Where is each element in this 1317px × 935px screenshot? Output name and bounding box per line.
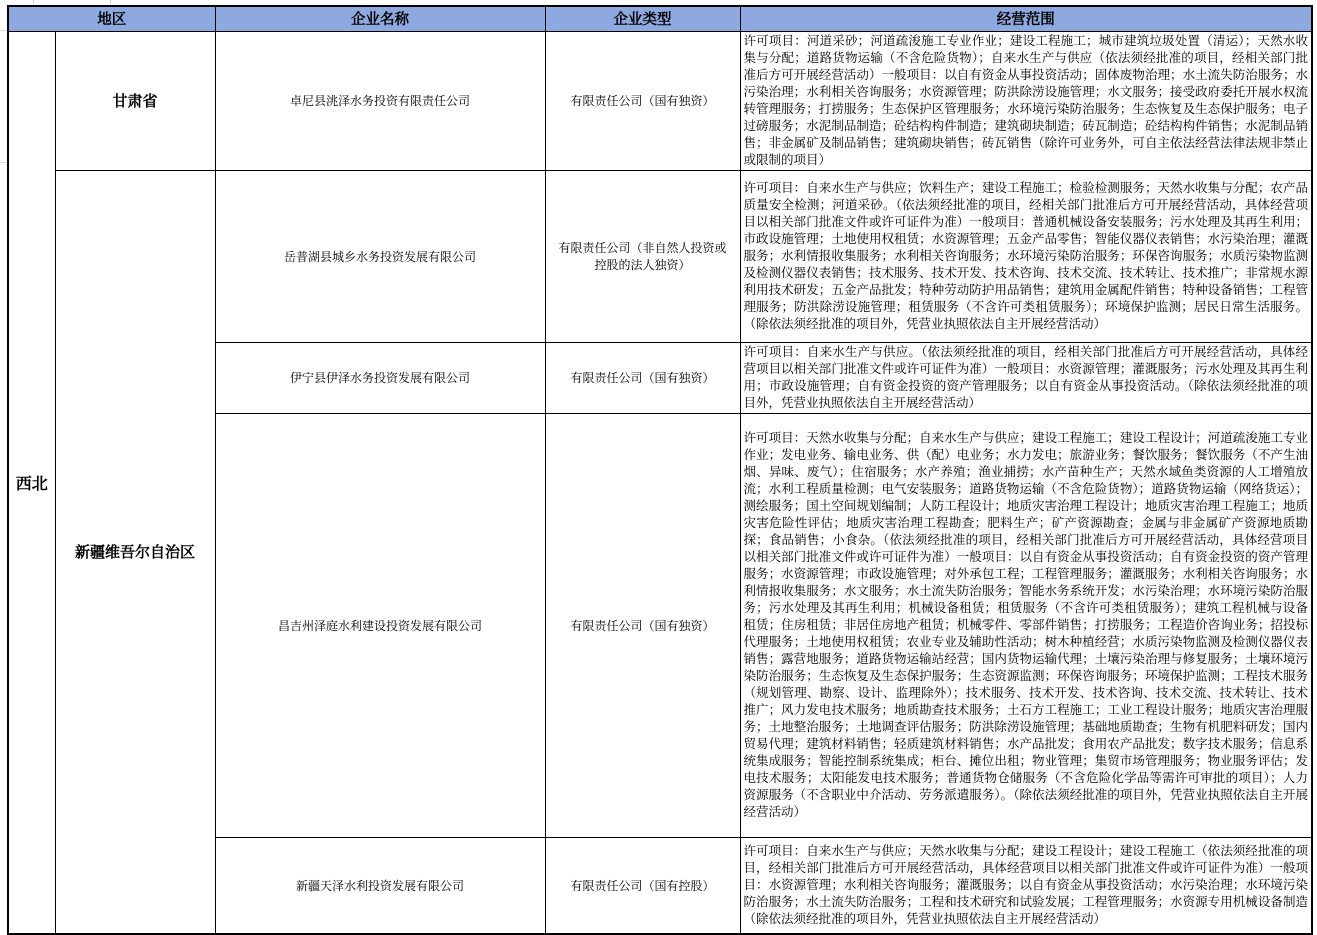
- header-business-scope[interactable]: 经营范围: [740, 6, 1312, 31]
- cell-company-type[interactable]: 有限责任公司（国有控股）: [545, 837, 740, 934]
- cell-province-xinjiang[interactable]: 新疆维吾尔自治区: [55, 170, 215, 934]
- cell-company-name[interactable]: 新疆天泽水利投资发展有限公司: [215, 837, 545, 934]
- cell-company-name[interactable]: 岳普湖县城乡水务投资发展有限公司: [215, 170, 545, 342]
- cell-province-gansu[interactable]: 甘肃省: [55, 31, 215, 170]
- cell-company-name[interactable]: 昌吉州泽庭水利建设投资发展有限公司: [215, 413, 545, 837]
- sheet-gridline: [0, 30, 7, 31]
- header-row: [8, 6, 1312, 31]
- cell-company-type[interactable]: 有限责任公司（国有独资）: [545, 342, 740, 413]
- cell-company-name[interactable]: 卓尼县洮泽水务投资有限责任公司: [215, 31, 545, 170]
- header-company-type[interactable]: 企业类型: [545, 6, 740, 31]
- cell-company-name[interactable]: 伊宁县伊泽水务投资发展有限公司: [215, 342, 545, 413]
- cell-company-type[interactable]: 有限责任公司（非自然人投资或控股的法人独资）: [545, 170, 740, 342]
- cell-company-type[interactable]: 有限责任公司（国有独资）: [545, 413, 740, 837]
- table-row: [8, 31, 1312, 170]
- cell-business-scope[interactable]: 许可项目：自来水生产与供应。（依法须经批准的项目，经相关部门批准后方可开展经营活动，具体经营项目以相关部门批准文件或许可证件为准）一般项目：水资源管理；灌溉服务；污水处理及其再生利用；市政设施管理；自有资金投资的资产管理服务；以自有资金从事投资活动。（除依法须经批准的项目外，凭营业执照依法自主开展经营活动）: [740, 342, 1312, 413]
- table-row: [8, 170, 1312, 342]
- cell-business-scope[interactable]: 许可项目：河道采砂；河道疏浚施工专业作业；建设工程施工；城市建筑垃圾处置（清运）；天然水收集与分配；道路货物运输（不含危险货物）；自来水生产与供应（依法须经批准的项目，经相关部门批准后方可开展经营活动）一般项目：以自有资金从事投资活动；固体废物治理；水土流失防治服务；水污染治理；水利相关咨询服务；水资源管理；防洪除涝设施管理；水文服务；接受政府委托开展水权流转管理服务；打捞服务；生态保护区管理服务；水环境污染防治服务；生态恢复及生态保护服务；电子过磅服务；水泥制品制造；砼结构构件制造；建筑砌块制造；砖瓦制造；砼结构构件销售；水泥制品销售；非金属矿及制品销售；建筑砌块销售；砖瓦销售（除许可业务外，可自主依法经营法律法规非禁止或限制的项目）: [740, 31, 1312, 170]
- cell-business-scope[interactable]: 许可项目：自来水生产与供应；天然水收集与分配；建设工程设计；建设工程施工（依法须经批准的项目，经相关部门批准后方可开展经营活动，具体经营项目以相关部门批准文件或许可证件为准）一般项目：水资源管理；水利相关咨询服务；灌溉服务；以自有资金从事投资活动；水污染治理；水环境污染防治服务；水土流失防治服务；工程和技术研究和试验发展；工程管理服务；水资源专用机械设备制造（除依法须经批准的项目外，凭营业执照依法自主开展经营活动）: [740, 837, 1312, 934]
- cell-business-scope[interactable]: 许可项目：自来水生产与供应；饮料生产；建设工程施工；检验检测服务；天然水收集与分配；农产品质量安全检测；河道采砂。（依法须经批准的项目，经相关部门批准后方可开展经营活动，具体经营项目以相关部门批准文件或许可证件为准）一般项目：普通机械设备安装服务；污水处理及其再生利用；市政设施管理；土地使用权租赁；水资源管理；五金产品零售；智能仪器仪表销售；水污染治理；灌溉服务；水利情报收集服务；水利相关咨询服务；水环境污染防治服务；环保咨询服务；水质污染物监测及检测仪器仪表销售；技术服务、技术开发、技术咨询、技术交流、技术转让、技术推广；非常规水源利用技术研发；五金产品批发；特种劳动防护用品销售；建筑用金属配件销售；特种设备销售；工程管理服务；防洪除涝设施管理；租赁服务（不含许可类租赁服务）；环境保护监测；居民日常生活服务。（除依法须经批准的项目外，凭营业执照依法自主开展经营活动）: [740, 170, 1312, 342]
- header-region[interactable]: 地区: [8, 6, 215, 31]
- cell-business-scope[interactable]: 许可项目：天然水收集与分配；自来水生产与供应；建设工程施工；建设工程设计；河道疏浚施工专业作业；发电业务、输电业务、供（配）电业务；水力发电；旅游业务；餐饮服务；餐饮服务（不产生油烟、异味、废气）；住宿服务；水产养殖；渔业捕捞；水产苗种生产；天然水域鱼类资源的人工增殖放流；水利工程质量检测；电气安装服务；道路货物运输（不含危险货物）；道路货物运输（网络货运）；测绘服务；国土空间规划编制；人防工程设计；地质灾害治理工程设计；地质灾害治理工程施工；地质灾害危险性评估；地质灾害治理工程勘查；肥料生产；矿产资源勘查；金属与非金属矿产资源地质勘探；食品销售；小食杂。（依法须经批准的项目，经相关部门批准后方可开展经营活动，具体经营项目以相关部门批准文件或许可证件为准）一般项目：以自有资金从事投资活动；自有资金投资的资产管理服务；水资源管理；市政设施管理；对外承包工程；工程管理服务；灌溉服务；水利相关咨询服务；水利情报收集服务；水文服务；水土流失防治服务；智能水务系统开发；水污染治理；水环境污染防治服务；污水处理及其再生利用；机械设备租赁；租赁服务（不含许可类租赁服务）；建筑工程机械与设备租赁；住房租赁；非居住房地产租赁；机械零件、零部件销售；打捞服务；工程造价咨询业务；招投标代理服务；土地使用权租赁；农业专业及辅助性活动；树木种植经营；水质污染物监测及检测仪器仪表销售；露营地服务；道路货物运输站经营；国内货物运输代理；土壤污染治理与修复服务；土壤环境污染防治服务；生态恢复及生态保护服务；生态资源监测；环保咨询服务；环境保护监测；工程技术服务（规划管理、勘察、设计、监理除外）；技术服务、技术开发、技术咨询、技术交流、技术转让、技术推广；风力发电技术服务；地质勘查技术服务；土石方工程施工；工业工程设计服务；地质灾害治理服务；土地整治服务；土地调查评估服务；防洪除涝设施管理；基础地质勘查；生物有机肥料研发；国内贸易代理；建筑材料销售；轻质建筑材料销售；水产品批发；食用农产品批发；数字技术服务；信息系统集成服务；智能控制系统集成；柜台、摊位出租；物业管理；集贸市场管理服务；物业服务评估；发电技术服务；太阳能发电技术服务；普通货物仓储服务（不含危险化学品等需许可审批的项目）；人力资源服务（不含职业中介活动、劳务派遣服务）。（除依法须经批准的项目外，凭营业执照依法自主开展经营活动）: [740, 413, 1312, 837]
- cell-company-type[interactable]: 有限责任公司（国有独资）: [545, 31, 740, 170]
- sheet-gridline: [0, 162, 7, 163]
- cell-region-northwest[interactable]: 西北: [8, 31, 55, 934]
- company-business-scope-table: [7, 5, 1313, 935]
- header-company-name[interactable]: 企业名称: [215, 6, 545, 31]
